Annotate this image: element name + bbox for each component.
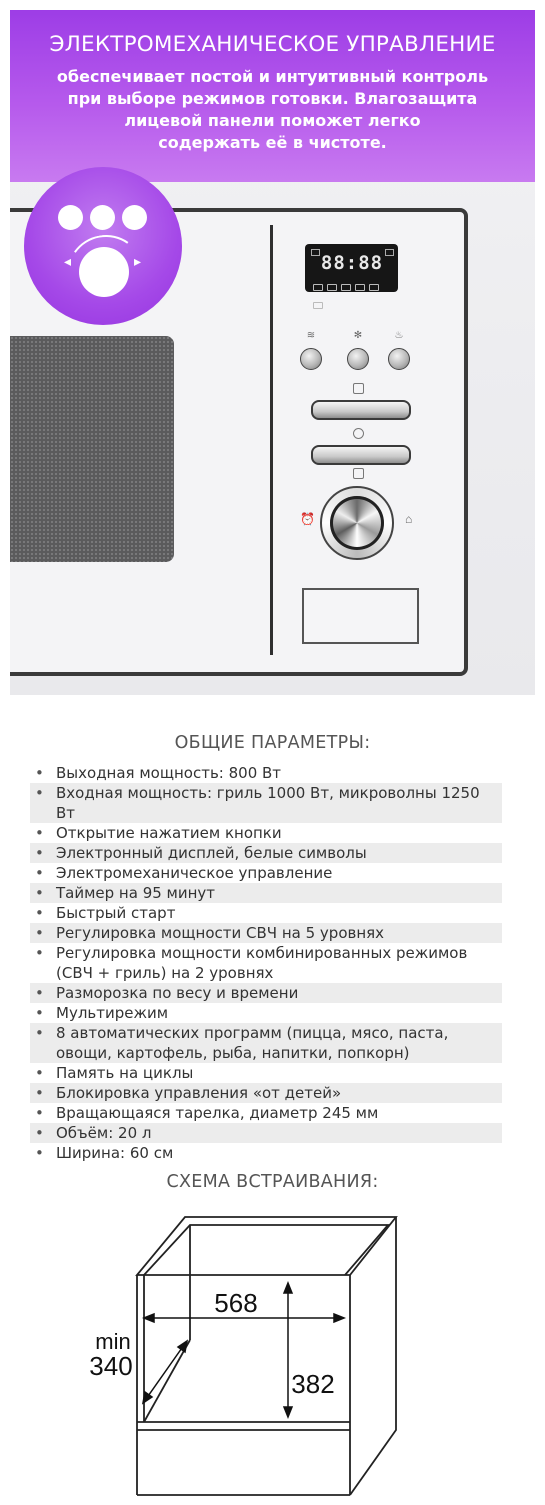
params-title: ОБЩИЕ ПАРАМЕТРЫ: [174, 733, 371, 753]
list-item: • Быстрый старт [30, 903, 502, 923]
display-mode-indicators [311, 278, 393, 286]
list-item: • Входная мощность: гриль 1000 Вт, микроволны 1250 Вт [30, 783, 502, 823]
dot-icon [58, 205, 83, 230]
mode-indicator-icon [313, 284, 323, 291]
list-item: • 8 автоматических программ (пицца, мясо, паста, овощи, картофель, рыба, напитки, попкорн) [30, 1023, 502, 1063]
installation-diagram [0, 1205, 545, 1500]
control-panel-plate [302, 588, 419, 644]
microwave-window [10, 336, 174, 562]
list-item: • Разморозка по весу и времени [30, 983, 502, 1003]
cabinet-back-wall [350, 1217, 396, 1495]
power-level-icon: ≋ [306, 330, 316, 341]
list-item: • Электронный дисплей, белые символы [30, 843, 502, 863]
list-item: • Выходная мощность: 800 Вт [30, 763, 502, 783]
opening-diagonal [144, 1340, 190, 1422]
stop-icon [353, 383, 364, 394]
arrow-head-icon [144, 1314, 154, 1322]
arrow-right-icon: ▸ [134, 253, 142, 269]
list-item: • Электромеханическое управление [30, 863, 502, 883]
scheme-title: СХЕМА ВСТРАИВАНИЯ: [166, 1172, 379, 1192]
menu-icon [353, 468, 364, 479]
start-icon [353, 428, 364, 439]
hero-line-1: обеспечивает постой и интуитивный контроль [56, 67, 489, 86]
hero-banner [10, 10, 535, 695]
list-item: • Объём: 20 л [30, 1123, 502, 1143]
mode-indicator-icon [369, 284, 379, 291]
depth-value-label: 340 [89, 1351, 133, 1381]
hero-line-4: содержать её в чистоте. [158, 133, 387, 152]
rotate-arrow-icon [61, 229, 151, 319]
hero-line-2: при выборе режимов готовки. Влагозащита [67, 89, 478, 108]
arrow-left-icon: ◂ [64, 253, 72, 269]
list-item: • Регулировка мощности СВЧ на 5 уровнях [30, 923, 502, 943]
list-item: • Регулировка мощности комбинированных режимов (СВЧ + гриль) на 2 уровнях [30, 943, 502, 983]
arrow-head-icon [284, 1407, 292, 1417]
auto-program-icon: ♨ [394, 330, 404, 341]
depth-arrow-line [146, 1345, 184, 1399]
arrow-head-icon [284, 1283, 292, 1293]
installation-scheme [0, 1205, 545, 1500]
control-knob[interactable] [330, 496, 384, 550]
defrost-icon: ✻ [353, 330, 363, 341]
width-label: 568 [214, 1288, 258, 1318]
params-list [30, 763, 502, 1163]
mode-indicator-icon [341, 284, 351, 291]
cabinet-top-inner [144, 1225, 388, 1275]
control-icon-circle [24, 167, 182, 325]
depth-min-label: min [95, 1329, 131, 1354]
hero-title: ЭЛЕКТРОМЕХАНИЧЕСКОЕ УПРАВЛЕНИЕ [49, 32, 496, 57]
timer-icon: ⏰ [300, 512, 315, 526]
list-item: • Открытие нажатием кнопки [30, 823, 502, 843]
stop-button[interactable] [311, 400, 411, 420]
list-item: • Таймер на 95 минут [30, 883, 502, 903]
dot-icon [90, 205, 115, 230]
list-item: • Блокировка управления «от детей» [30, 1083, 502, 1103]
defrost-button[interactable] [347, 348, 369, 370]
auto-program-button[interactable] [388, 348, 410, 370]
dot-icon [122, 205, 147, 230]
microwave-door-divider [270, 225, 273, 655]
weight-icon: ⌂ [405, 512, 413, 526]
mode-indicator-icon [355, 284, 365, 291]
list-item: • Память на циклы [30, 1063, 502, 1083]
list-item: • Мультирежим [30, 1003, 502, 1023]
display-digits: 88:88 [320, 252, 384, 274]
mode-indicator-icon [327, 284, 337, 291]
list-item: • Ширина: 60 см [30, 1143, 502, 1163]
mode-indicator-icon [313, 302, 323, 309]
display-indicator-icon [385, 249, 394, 256]
arrow-head-icon [334, 1314, 344, 1322]
hero-description [40, 66, 505, 154]
hero-line-3: лицевой панели поможет легко [124, 111, 421, 130]
start-button[interactable] [311, 445, 411, 465]
power-level-button[interactable] [300, 348, 322, 370]
height-label: 382 [291, 1369, 335, 1399]
list-item: • Вращающаяся тарелка, диаметр 245 мм [30, 1103, 502, 1123]
control-display [305, 244, 398, 292]
